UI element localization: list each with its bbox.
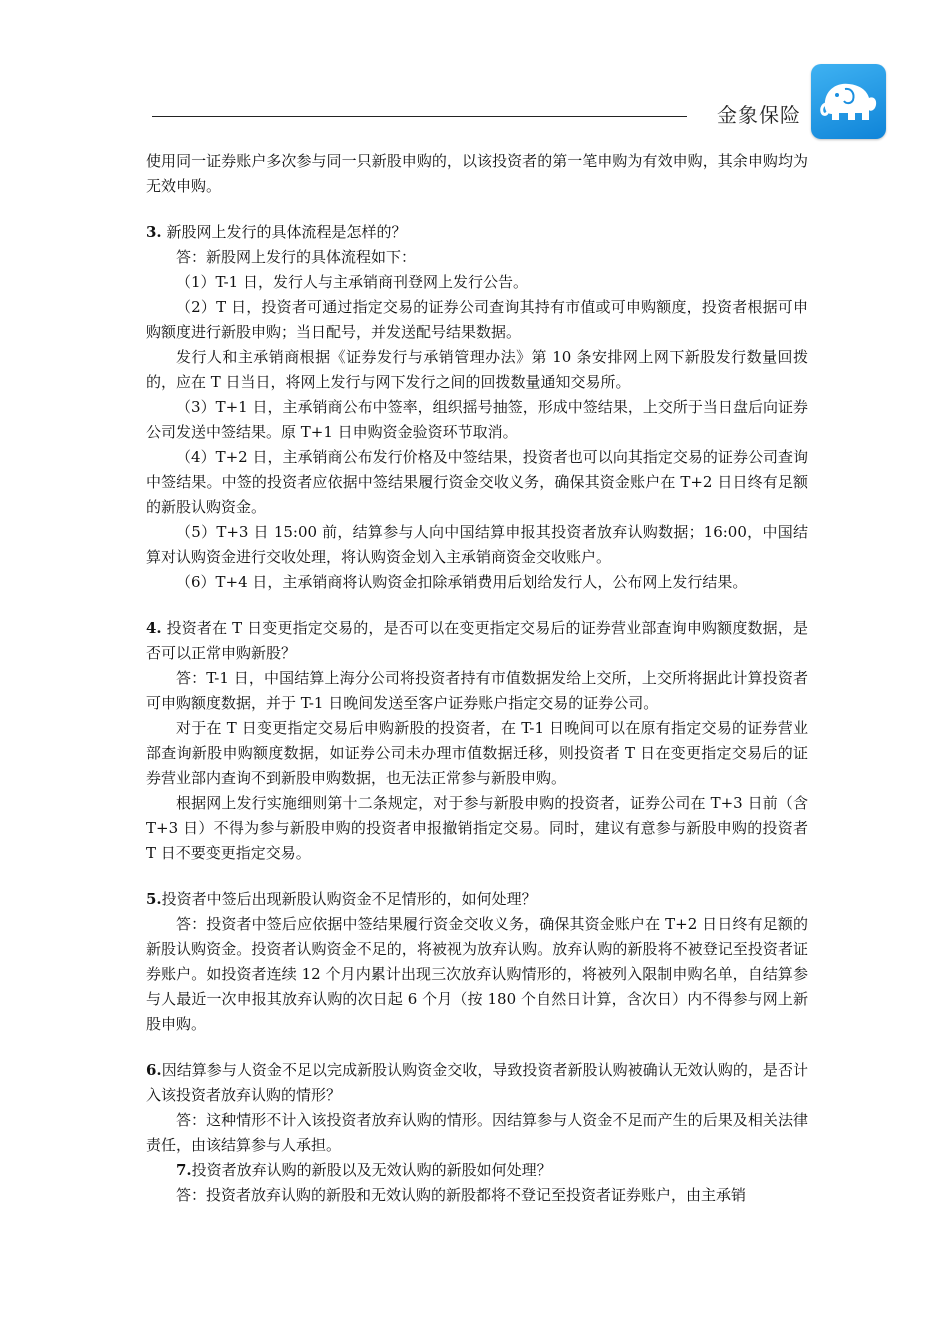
question-number: 6. (146, 1061, 162, 1079)
body-paragraph: 答：T-1 日，中国结算上海分公司将投资者持有市值数据发给上交所，上交所将据此计算投资者可申购额度数据，并于 T-1 日晚间发送至客户证券账户指定交易的证券公司。 (146, 669, 808, 712)
paragraph-spacer (146, 866, 808, 887)
body-paragraph: 答：新股网上发行的具体流程如下： (176, 248, 417, 266)
question-heading (146, 220, 808, 245)
question-text: 因结算参与人资金不足以完成新股认购资金交收，导致投资者新股认购被确认无效认购的，是否计入该投资者放弃认购的情形？ (146, 1061, 808, 1104)
body-paragraph: （1）T-1 日，发行人与主承销商刊登网上发行公告。 (176, 273, 528, 291)
paragraph-spacer (146, 595, 808, 616)
elephant-logo-icon (811, 64, 886, 139)
body-paragraph: （4）T+2 日，主承销商公布发行价格及中签结果，投资者也可以向其指定交易的证券公司查询中签结果。中签的投资者应依据中签结果履行资金交收义务，确保其资金账户在 T+2 日日终有足额的新股认购资金。 (146, 448, 808, 516)
question-heading (146, 887, 808, 912)
question-number: 4. (146, 619, 162, 637)
body-paragraph: （5）T+3 日 15:00 前，结算参与人向中国结算申报其投资者放弃认购数据；16:00，中国结算对认购资金进行交收处理，将认购资金划入主承销商资金交收账户。 (146, 523, 808, 566)
question-heading (146, 616, 808, 666)
brand-name: 金象保险 (717, 103, 801, 127)
question-heading (146, 1058, 808, 1108)
question-number: 5. (146, 890, 162, 908)
body-paragraph: 答：投资者放弃认购的新股和无效认购的新股都将不登记至投资者证券账户，由主承销 (176, 1186, 747, 1204)
body-paragraph: 根据网上发行实施细则第十二条规定，对于参与新股申购的投资者，证券公司在 T+3 日前（含 T+3 日）不得为参与新股申购的投资者申报撤销指定交易。同时，建议有意参与新股申购的投资者 T 日不要变更指定交易。 (146, 794, 808, 862)
question-text: 投资者中签后出现新股认购资金不足情形的，如何处理？ (161, 890, 537, 908)
body-paragraph: （2）T 日，投资者可通过指定交易的证券公司查询其持有市值或可申购额度，投资者根据可申购额度进行新股申购；当日配号，并发送配号结果数据。 (146, 298, 808, 341)
body-paragraph: （6）T+4 日，主承销商将认购资金扣除承销费用后划给发行人，公布网上发行结果。 (176, 573, 748, 591)
question-number: 3. (146, 223, 162, 241)
header-rule (152, 116, 687, 117)
question-heading (146, 1158, 808, 1183)
body-paragraph: 答：这种情形不计入该投资者放弃认购的情形。因结算参与人资金不足而产生的后果及相关法律责任，由该结算参与人承担。 (146, 1111, 808, 1154)
body-paragraph: 发行人和主承销商根据《证券发行与承销管理办法》第 10 条安排网上网下新股发行数量回拨的，应在 T 日当日，将网上发行与网下发行之间的回拨数量通知交易所。 (146, 348, 808, 391)
body-paragraph: 答：投资者中签后应依据中签结果履行资金交收义务，确保其资金账户在 T+2 日日终有足额的新股认购资金。投资者认购资金不足的，将被视为放弃认购。放弃认购的新股将不被登记至投资者证券账户。如投资者连续 12 个月内累计出现三次放弃认购情形的，将被列入限制申购名单，自结算参与人最近一次申报其放弃认购的次日起 6 个月（按 180 个自然日计算，含次日）内不得参与网上新股申购。 (146, 915, 808, 1033)
document-body (146, 149, 808, 1208)
question-text: 投资者放弃认购的新股以及无效认购的新股如何处理？ (191, 1161, 552, 1179)
question-number: 7. (176, 1161, 192, 1179)
body-paragraph: 使用同一证券账户多次参与同一只新股申购的，以该投资者的第一笔申购为有效申购，其余申购均为无效申购。 (146, 152, 808, 195)
body-paragraph: （3）T+1 日，主承销商公布中签率，组织摇号抽签，形成中签结果，上交所于当日盘后向证券公司发送中签结果。原 T+1 日申购资金验资环节取消。 (146, 398, 808, 441)
question-text: 新股网上发行的具体流程是怎样的？ (161, 223, 407, 241)
paragraph-spacer (146, 199, 808, 220)
paragraph-spacer (146, 1037, 808, 1058)
question-text: 投资者在 T 日变更指定交易的，是否可以在变更指定交易后的证券营业部查询申购额度数据，是否可以正常申购新股？ (146, 619, 808, 662)
body-paragraph: 对于在 T 日变更指定交易后申购新股的投资者，在 T-1 日晚间可以在原有指定交易的证券营业部查询新股申购额度数据，如证券公司未办理市值数据迁移，则投资者 T 日在变更指定交易后的证券营业部内查询不到新股申购数据，也无法正常参与新股申购。 (146, 719, 808, 787)
